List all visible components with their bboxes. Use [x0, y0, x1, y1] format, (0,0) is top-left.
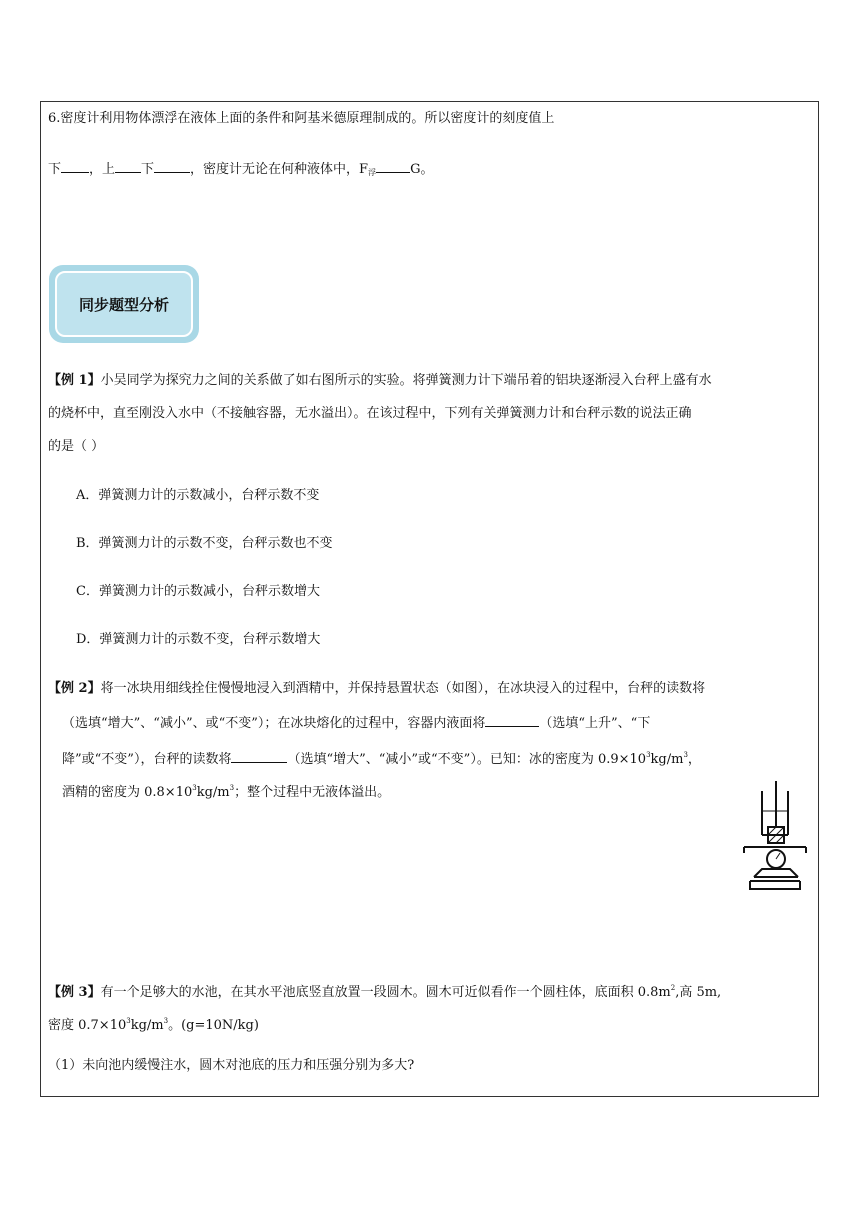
example2-text: ；整个过程中无液体溢出。 — [234, 785, 391, 800]
option-label: D．弹簧测力计的示数不变，台秤示数增大 — [76, 632, 321, 647]
example2-text: ， — [687, 752, 701, 767]
example1-option-c[interactable] — [76, 582, 320, 602]
scale-base — [750, 881, 800, 889]
superscript: 3 — [126, 1017, 131, 1025]
example2-line3 — [62, 745, 701, 770]
superscript: 3 — [646, 751, 651, 759]
q6-line2 — [48, 158, 433, 183]
fill-blank[interactable] — [485, 712, 539, 727]
example3-question1 — [48, 1056, 414, 1076]
example-tag: 【例 3】 — [48, 985, 101, 1000]
option-label: C．弹簧测力计的示数减小，台秤示数增大 — [76, 584, 320, 599]
superscript: 3 — [229, 784, 235, 792]
fill-blank[interactable] — [231, 748, 287, 763]
example2-text: 降”或“不变”），台秤的读数将 — [62, 752, 232, 767]
q6-line1 — [48, 109, 554, 129]
scale-body — [754, 869, 798, 877]
q6-text-c: 下 — [141, 162, 155, 177]
q6-text-a: 下 — [48, 162, 62, 177]
example1-line2 — [48, 404, 692, 424]
example2-line4 — [62, 778, 390, 803]
example2-text: kg/m — [196, 785, 230, 800]
fill-blank[interactable] — [154, 158, 190, 173]
q6-text: 6.密度计利用物体漂浮在液体上面的条件和阿基米德原理制成的。所以密度计的刻度值上 — [48, 111, 555, 126]
example1-text: 的是（ ） — [48, 439, 105, 454]
fill-blank[interactable] — [115, 158, 141, 173]
q6-text-b: ，上 — [89, 162, 116, 177]
option-label: A．弹簧测力计的示数减小，台秤示数不变 — [76, 488, 320, 503]
example-tag: 【例 2】 — [48, 681, 101, 696]
example2-text: 酒精的密度为 0.8×10 — [62, 785, 193, 800]
example3-line1 — [48, 978, 721, 1003]
option-label: B．弹簧测力计的示数不变，台秤示数也不变 — [76, 536, 333, 551]
section-badge — [49, 265, 199, 343]
example1-option-d[interactable] — [76, 630, 320, 650]
example1-line3 — [48, 437, 104, 457]
example3-text: （1）未向池内缓慢注水，圆木对池底的压力和压强分别为多大? — [48, 1058, 415, 1073]
example1-option-b[interactable] — [76, 534, 333, 554]
example2-line1 — [48, 679, 705, 699]
superscript: 3 — [192, 784, 197, 792]
example1-option-a[interactable] — [76, 486, 319, 506]
example2-text: （选填“增大”、“减小”、或“不变”）；在冰块熔化的过程中，容器内液面将 — [62, 716, 486, 731]
fill-blank[interactable] — [61, 158, 89, 173]
example2-text: （选填“上升”、“下 — [539, 716, 651, 731]
example2-line2 — [62, 712, 650, 734]
example1-text: 小吴同学为探究力之间的关系做了如右图所示的实验。将弹簧测力计下端吊着的铝块逐渐浸入台秤上盛有水 — [100, 373, 712, 388]
superscript: 2 — [670, 984, 676, 992]
subscript: 浮 — [368, 168, 377, 177]
scale-apparatus-figure — [740, 781, 810, 903]
superscript: 3 — [163, 1017, 169, 1025]
superscript: 3 — [683, 751, 688, 759]
example3-text: kg/m — [130, 1018, 164, 1033]
example3-text: ,高 5m, — [675, 985, 722, 1000]
example2-text: kg/m — [650, 752, 684, 767]
fill-blank[interactable] — [376, 158, 410, 173]
example3-text: 有一个足够大的水池，在其水平池底竖直放置一段圆木。圆木可近似看作一个圆柱体，底面积 0.8m — [100, 985, 671, 1000]
q6-text-d: ，密度计无论在何种液体中，F — [190, 162, 369, 177]
section-badge-label: 同步题型分析 — [55, 271, 193, 337]
q6-text-e: G。 — [410, 162, 434, 177]
example3-text: 。(g=10N/kg) — [168, 1018, 259, 1033]
example2-text: （选填“增大”、“减小”或“不变”）。已知：冰的密度为 0.9×10 — [287, 752, 647, 767]
example3-line2 — [48, 1011, 259, 1036]
example-tag: 【例 1】 — [48, 373, 101, 388]
example1-text: 的烧杯中，直至刚没入水中（不接触容器，无水溢出）。在该过程中，下列有关弹簧测力计和台秤示数的说法正确 — [48, 406, 692, 421]
example3-text: 密度 0.7×10 — [48, 1018, 127, 1033]
example2-text: 将一冰块用细线拴住慢慢地浸入到酒精中，并保持悬置状态（如图），在冰块浸入的过程中，台秤的读数将 — [100, 681, 706, 696]
example1-line1 — [48, 371, 712, 391]
